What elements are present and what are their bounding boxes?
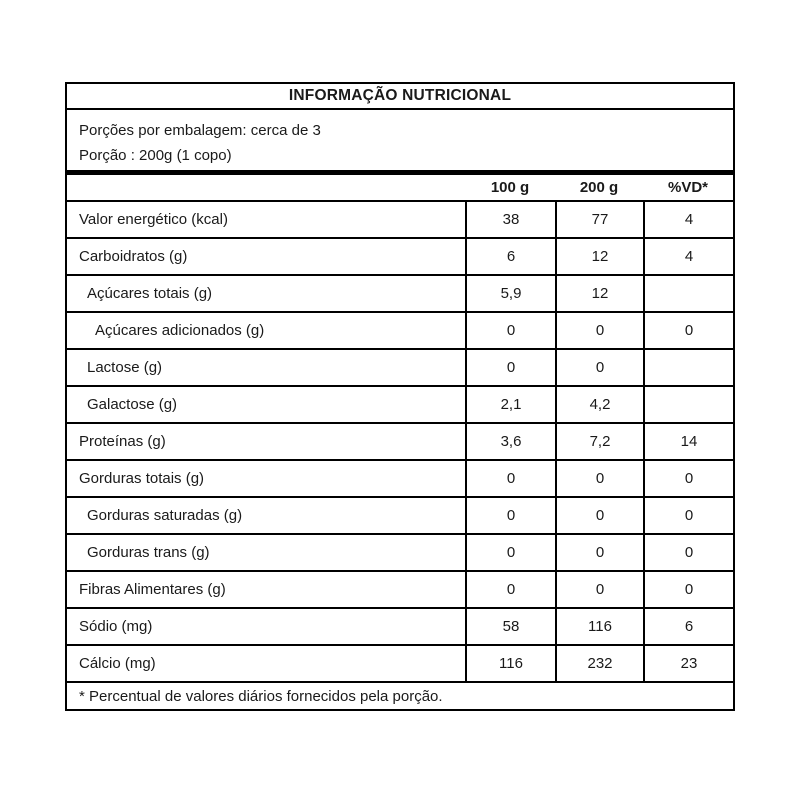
- servings-per-package: Porções por embalagem: cerca de 3: [79, 122, 321, 139]
- table-row: [67, 202, 733, 239]
- table-row: [67, 424, 733, 461]
- value-vd: 0: [643, 498, 733, 533]
- value-vd: 4: [643, 239, 733, 274]
- value-vd: 6: [643, 609, 733, 644]
- value-vd: 23: [643, 646, 733, 681]
- table-row: [67, 276, 733, 313]
- nutrient-name: Valor energético (kcal): [79, 211, 228, 228]
- value-200g: 12: [555, 239, 643, 274]
- value-vd: 0: [643, 572, 733, 607]
- value-200g: 0: [555, 461, 643, 496]
- nutrient-name: Sódio (mg): [79, 618, 153, 635]
- nutrient-name: Fibras Alimentares (g): [79, 581, 226, 598]
- value-200g: 4,2: [555, 387, 643, 422]
- table-row: [67, 387, 733, 424]
- value-200g: 232: [555, 646, 643, 681]
- value-vd: 0: [643, 535, 733, 570]
- value-200g: 116: [555, 609, 643, 644]
- value-100g: 0: [465, 535, 555, 570]
- nutrient-name: Proteínas (g): [79, 433, 166, 450]
- value-100g: 0: [465, 572, 555, 607]
- nutrient-name: Carboidratos (g): [79, 248, 188, 265]
- column-header-row: [67, 175, 733, 202]
- value-200g: 77: [555, 202, 643, 237]
- value-vd: 0: [643, 461, 733, 496]
- value-200g: 0: [555, 350, 643, 385]
- table-row: [67, 609, 733, 646]
- value-vd: 14: [643, 424, 733, 459]
- table-row: [67, 313, 733, 350]
- value-100g: 116: [465, 646, 555, 681]
- value-vd: 0: [643, 313, 733, 348]
- value-100g: 3,6: [465, 424, 555, 459]
- table-row: [67, 498, 733, 535]
- value-200g: 0: [555, 535, 643, 570]
- nutrient-name: Cálcio (mg): [79, 655, 156, 672]
- nutrient-name: Açúcares adicionados (g): [95, 322, 265, 339]
- nutrient-name: Gorduras saturadas (g): [87, 507, 243, 524]
- value-vd: [643, 350, 733, 385]
- value-200g: 0: [555, 498, 643, 533]
- serving-size: Porção : 200g (1 copo): [79, 147, 232, 164]
- nutrient-rows: [67, 202, 733, 683]
- table-row: [67, 572, 733, 609]
- nutrition-label: [65, 82, 735, 711]
- nutrient-name: Açúcares totais (g): [87, 285, 213, 302]
- value-vd: [643, 387, 733, 422]
- value-vd: [643, 276, 733, 311]
- value-200g: 0: [555, 572, 643, 607]
- table-row: [67, 239, 733, 276]
- nutrient-name: Galactose (g): [87, 396, 178, 413]
- nutrient-name: Gorduras totais (g): [79, 470, 205, 487]
- column-header-spacer: [67, 175, 465, 200]
- value-100g: 6: [465, 239, 555, 274]
- value-100g: 2,1: [465, 387, 555, 422]
- serving-info: [67, 110, 733, 170]
- value-100g: 0: [465, 461, 555, 496]
- value-100g: 58: [465, 609, 555, 644]
- label-title: INFORMAÇÃO NUTRICIONAL: [67, 84, 733, 110]
- column-header-vd: %VD*: [667, 179, 708, 196]
- footnote: * Percentual de valores diários fornecidos pela porção.: [79, 687, 443, 705]
- value-100g: 0: [465, 313, 555, 348]
- value-200g: 7,2: [555, 424, 643, 459]
- value-100g: 0: [465, 350, 555, 385]
- value-100g: 38: [465, 202, 555, 237]
- value-100g: 5,9: [465, 276, 555, 311]
- column-header-200g: 200 g: [579, 179, 619, 196]
- table-row: [67, 461, 733, 498]
- value-200g: 0: [555, 313, 643, 348]
- column-header-100g: 100 g: [490, 179, 530, 196]
- value-200g: 12: [555, 276, 643, 311]
- value-100g: 0: [465, 498, 555, 533]
- table-row: [67, 646, 733, 683]
- nutrient-name: Lactose (g): [87, 359, 163, 376]
- value-vd: 4: [643, 202, 733, 237]
- nutrient-name: Gorduras trans (g): [87, 544, 210, 561]
- table-row: [67, 535, 733, 572]
- table-row: [67, 350, 733, 387]
